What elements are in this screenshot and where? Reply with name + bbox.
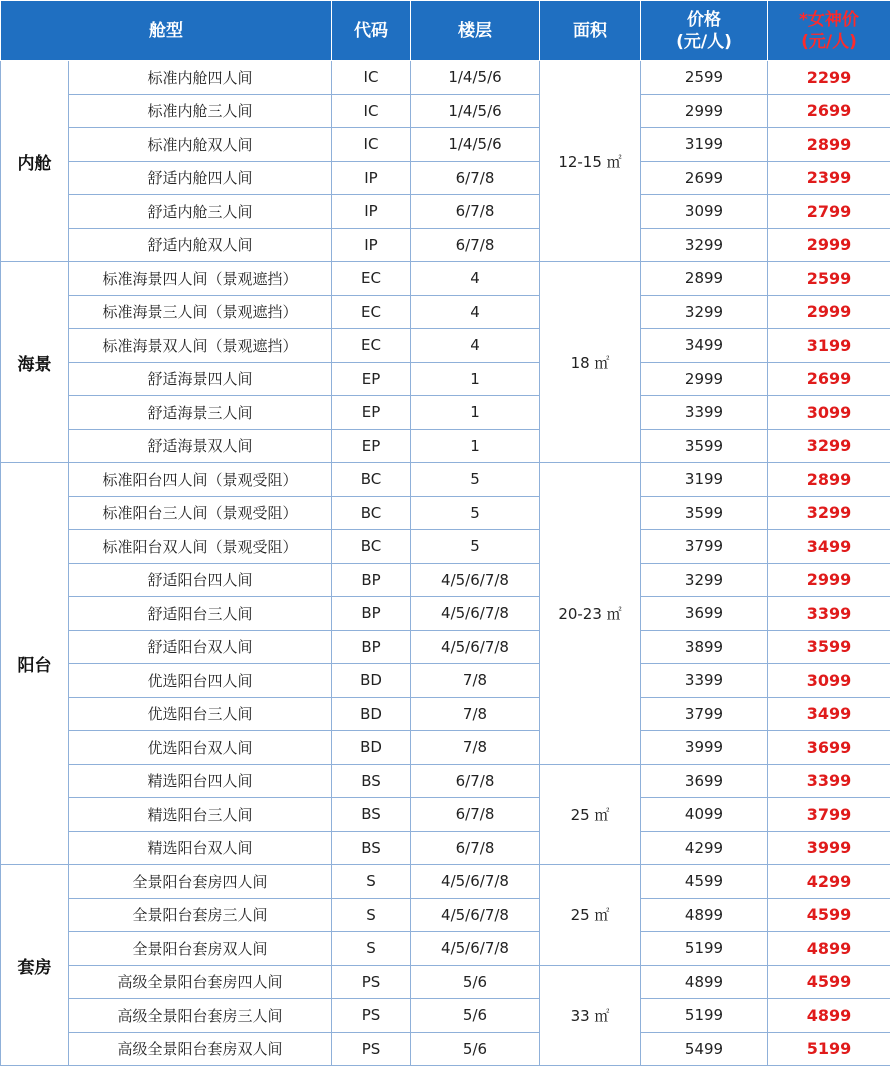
cabin-name-cell: 精选阳台三人间 bbox=[69, 798, 332, 832]
table-row bbox=[1, 329, 890, 363]
floor-cell: 6/7/8 bbox=[411, 161, 540, 195]
floor-cell: 1/4/5/6 bbox=[411, 94, 540, 128]
table-row bbox=[1, 563, 890, 597]
code-cell: S bbox=[332, 865, 411, 899]
code-cell: BD bbox=[332, 731, 411, 765]
price-cell: 3299 bbox=[641, 295, 768, 329]
code-cell: EP bbox=[332, 362, 411, 396]
female-price-cell: 5199 bbox=[768, 1032, 890, 1066]
female-price-cell: 4299 bbox=[768, 865, 890, 899]
floor-cell: 6/7/8 bbox=[411, 195, 540, 229]
female-price-cell: 4599 bbox=[768, 965, 890, 999]
floor-cell: 4/5/6/7/8 bbox=[411, 630, 540, 664]
price-cell: 3299 bbox=[641, 228, 768, 262]
price-cell: 4899 bbox=[641, 898, 768, 932]
code-cell: PS bbox=[332, 1032, 411, 1066]
female-price-cell: 2799 bbox=[768, 195, 890, 229]
code-cell: IC bbox=[332, 128, 411, 162]
table-row bbox=[1, 999, 890, 1033]
cabin-name-cell: 标准海景双人间（景观遮挡） bbox=[69, 329, 332, 363]
female-price-cell: 2899 bbox=[768, 128, 890, 162]
floor-cell: 4 bbox=[411, 329, 540, 363]
price-cell: 3599 bbox=[641, 496, 768, 530]
price-cell: 4099 bbox=[641, 798, 768, 832]
table-row bbox=[1, 831, 890, 865]
header-female-price-unit: (元/人) bbox=[801, 32, 857, 52]
floor-cell: 7/8 bbox=[411, 664, 540, 698]
code-cell: PS bbox=[332, 965, 411, 999]
table-row bbox=[1, 630, 890, 664]
floor-cell: 6/7/8 bbox=[411, 831, 540, 865]
code-cell: IC bbox=[332, 61, 411, 95]
price-cell: 3199 bbox=[641, 463, 768, 497]
table-body bbox=[1, 61, 890, 1066]
female-price-cell: 2399 bbox=[768, 161, 890, 195]
floor-cell: 6/7/8 bbox=[411, 798, 540, 832]
code-cell: EP bbox=[332, 396, 411, 430]
header-female-price-label: *女神价 bbox=[799, 10, 859, 30]
price-cell: 3499 bbox=[641, 329, 768, 363]
code-cell: BP bbox=[332, 597, 411, 631]
table-row bbox=[1, 764, 890, 798]
cabin-name-cell: 标准阳台三人间（景观受阻） bbox=[69, 496, 332, 530]
floor-cell: 1 bbox=[411, 362, 540, 396]
cabin-name-cell: 标准内舱四人间 bbox=[69, 61, 332, 95]
code-cell: BS bbox=[332, 798, 411, 832]
table-row bbox=[1, 94, 890, 128]
female-price-cell: 2999 bbox=[768, 295, 890, 329]
table-row bbox=[1, 362, 890, 396]
price-cell: 3099 bbox=[641, 195, 768, 229]
price-cell: 3999 bbox=[641, 731, 768, 765]
floor-cell: 1 bbox=[411, 396, 540, 430]
header-price-unit: (元/人) bbox=[676, 32, 732, 52]
female-price-cell: 3199 bbox=[768, 329, 890, 363]
table-row bbox=[1, 865, 890, 899]
female-price-cell: 3599 bbox=[768, 630, 890, 664]
category-cell: 内舱 bbox=[1, 61, 69, 262]
cabin-name-cell: 精选阳台双人间 bbox=[69, 831, 332, 865]
code-cell: S bbox=[332, 932, 411, 966]
code-cell: BP bbox=[332, 563, 411, 597]
price-cell: 3699 bbox=[641, 597, 768, 631]
price-cell: 4299 bbox=[641, 831, 768, 865]
female-price-cell: 2999 bbox=[768, 228, 890, 262]
floor-cell: 5 bbox=[411, 463, 540, 497]
female-price-cell: 3499 bbox=[768, 530, 890, 564]
cabin-name-cell: 标准海景三人间（景观遮挡） bbox=[69, 295, 332, 329]
price-cell: 3199 bbox=[641, 128, 768, 162]
female-price-cell: 3799 bbox=[768, 798, 890, 832]
floor-cell: 5/6 bbox=[411, 999, 540, 1033]
price-cell: 2699 bbox=[641, 161, 768, 195]
table-row bbox=[1, 664, 890, 698]
code-cell: IC bbox=[332, 94, 411, 128]
cabin-name-cell: 全景阳台套房四人间 bbox=[69, 865, 332, 899]
female-price-cell: 2599 bbox=[768, 262, 890, 296]
floor-cell: 7/8 bbox=[411, 697, 540, 731]
floor-cell: 5 bbox=[411, 530, 540, 564]
floor-cell: 6/7/8 bbox=[411, 764, 540, 798]
code-cell: S bbox=[332, 898, 411, 932]
table-row bbox=[1, 597, 890, 631]
price-cell: 3899 bbox=[641, 630, 768, 664]
cabin-name-cell: 标准内舱三人间 bbox=[69, 94, 332, 128]
table-row bbox=[1, 530, 890, 564]
price-cell: 3699 bbox=[641, 764, 768, 798]
header-price bbox=[641, 1, 768, 61]
code-cell: BS bbox=[332, 764, 411, 798]
female-price-cell: 3299 bbox=[768, 429, 890, 463]
cabin-name-cell: 优选阳台双人间 bbox=[69, 731, 332, 765]
price-cell: 3399 bbox=[641, 396, 768, 430]
price-cell: 3599 bbox=[641, 429, 768, 463]
female-price-cell: 4899 bbox=[768, 932, 890, 966]
header-price-label: 价格 bbox=[687, 10, 721, 30]
category-cell: 阳台 bbox=[1, 463, 69, 865]
table-row bbox=[1, 161, 890, 195]
table-row bbox=[1, 396, 890, 430]
female-price-cell: 3399 bbox=[768, 597, 890, 631]
floor-cell: 4 bbox=[411, 295, 540, 329]
price-cell: 3799 bbox=[641, 697, 768, 731]
table-row bbox=[1, 429, 890, 463]
cabin-name-cell: 全景阳台套房双人间 bbox=[69, 932, 332, 966]
header-area: 面积 bbox=[540, 1, 641, 61]
cabin-name-cell: 优选阳台四人间 bbox=[69, 664, 332, 698]
floor-cell: 4/5/6/7/8 bbox=[411, 865, 540, 899]
cabin-name-cell: 标准阳台双人间（景观受阻） bbox=[69, 530, 332, 564]
area-cell: 20-23 ㎡ bbox=[540, 463, 641, 765]
code-cell: EC bbox=[332, 262, 411, 296]
table-row bbox=[1, 195, 890, 229]
price-cell: 2899 bbox=[641, 262, 768, 296]
cabin-name-cell: 舒适阳台双人间 bbox=[69, 630, 332, 664]
cabin-name-cell: 舒适内舱双人间 bbox=[69, 228, 332, 262]
female-price-cell: 3099 bbox=[768, 396, 890, 430]
price-cell: 5199 bbox=[641, 932, 768, 966]
code-cell: BP bbox=[332, 630, 411, 664]
female-price-cell: 2699 bbox=[768, 94, 890, 128]
floor-cell: 4 bbox=[411, 262, 540, 296]
floor-cell: 5 bbox=[411, 496, 540, 530]
price-cell: 2999 bbox=[641, 94, 768, 128]
female-price-cell: 3999 bbox=[768, 831, 890, 865]
code-cell: EP bbox=[332, 429, 411, 463]
code-cell: BD bbox=[332, 697, 411, 731]
table-row bbox=[1, 965, 890, 999]
price-cell: 4899 bbox=[641, 965, 768, 999]
area-cell: 18 ㎡ bbox=[540, 262, 641, 463]
female-price-cell: 4899 bbox=[768, 999, 890, 1033]
cabin-name-cell: 标准海景四人间（景观遮挡） bbox=[69, 262, 332, 296]
cabin-name-cell: 舒适内舱三人间 bbox=[69, 195, 332, 229]
female-price-cell: 3499 bbox=[768, 697, 890, 731]
price-cell: 3399 bbox=[641, 664, 768, 698]
floor-cell: 4/5/6/7/8 bbox=[411, 563, 540, 597]
table-row bbox=[1, 463, 890, 497]
floor-cell: 1 bbox=[411, 429, 540, 463]
female-price-cell: 2999 bbox=[768, 563, 890, 597]
area-cell: 25 ㎡ bbox=[540, 764, 641, 865]
code-cell: BS bbox=[332, 831, 411, 865]
table-row bbox=[1, 295, 890, 329]
table-row bbox=[1, 228, 890, 262]
header-female-price bbox=[768, 1, 890, 61]
cabin-name-cell: 高级全景阳台套房双人间 bbox=[69, 1032, 332, 1066]
area-cell: 33 ㎡ bbox=[540, 965, 641, 1066]
category-cell: 套房 bbox=[1, 865, 69, 1066]
table-row bbox=[1, 262, 890, 296]
cabin-name-cell: 舒适海景四人间 bbox=[69, 362, 332, 396]
cabin-name-cell: 舒适海景双人间 bbox=[69, 429, 332, 463]
header-row bbox=[1, 1, 890, 61]
floor-cell: 6/7/8 bbox=[411, 228, 540, 262]
code-cell: BD bbox=[332, 664, 411, 698]
floor-cell: 1/4/5/6 bbox=[411, 128, 540, 162]
female-price-cell: 3399 bbox=[768, 764, 890, 798]
price-cell: 3799 bbox=[641, 530, 768, 564]
female-price-cell: 4599 bbox=[768, 898, 890, 932]
table-row bbox=[1, 1032, 890, 1066]
header-code: 代码 bbox=[332, 1, 411, 61]
table-row bbox=[1, 128, 890, 162]
cabin-name-cell: 高级全景阳台套房三人间 bbox=[69, 999, 332, 1033]
floor-cell: 4/5/6/7/8 bbox=[411, 898, 540, 932]
cabin-name-cell: 优选阳台三人间 bbox=[69, 697, 332, 731]
floor-cell: 7/8 bbox=[411, 731, 540, 765]
price-cell: 4599 bbox=[641, 865, 768, 899]
cabin-name-cell: 舒适阳台四人间 bbox=[69, 563, 332, 597]
table-row bbox=[1, 932, 890, 966]
header-cabin-type: 舱型 bbox=[1, 1, 332, 61]
code-cell: IP bbox=[332, 195, 411, 229]
cabin-name-cell: 精选阳台四人间 bbox=[69, 764, 332, 798]
floor-cell: 4/5/6/7/8 bbox=[411, 932, 540, 966]
cabin-name-cell: 舒适内舱四人间 bbox=[69, 161, 332, 195]
table-row bbox=[1, 697, 890, 731]
code-cell: IP bbox=[332, 161, 411, 195]
code-cell: BC bbox=[332, 463, 411, 497]
cabin-name-cell: 高级全景阳台套房四人间 bbox=[69, 965, 332, 999]
code-cell: BC bbox=[332, 496, 411, 530]
table-row bbox=[1, 798, 890, 832]
area-cell: 12-15 ㎡ bbox=[540, 61, 641, 262]
female-price-cell: 2699 bbox=[768, 362, 890, 396]
floor-cell: 4/5/6/7/8 bbox=[411, 597, 540, 631]
table-row bbox=[1, 731, 890, 765]
cabin-name-cell: 标准内舱双人间 bbox=[69, 128, 332, 162]
floor-cell: 1/4/5/6 bbox=[411, 61, 540, 95]
price-cell: 5499 bbox=[641, 1032, 768, 1066]
female-price-cell: 2899 bbox=[768, 463, 890, 497]
cabin-name-cell: 舒适海景三人间 bbox=[69, 396, 332, 430]
code-cell: PS bbox=[332, 999, 411, 1033]
price-cell: 2999 bbox=[641, 362, 768, 396]
code-cell: EC bbox=[332, 295, 411, 329]
code-cell: IP bbox=[332, 228, 411, 262]
female-price-cell: 3099 bbox=[768, 664, 890, 698]
floor-cell: 5/6 bbox=[411, 1032, 540, 1066]
cabin-name-cell: 全景阳台套房三人间 bbox=[69, 898, 332, 932]
table-row bbox=[1, 496, 890, 530]
cabin-name-cell: 舒适阳台三人间 bbox=[69, 597, 332, 631]
female-price-cell: 3299 bbox=[768, 496, 890, 530]
table-row bbox=[1, 898, 890, 932]
code-cell: EC bbox=[332, 329, 411, 363]
price-cell: 2599 bbox=[641, 61, 768, 95]
cabin-name-cell: 标准阳台四人间（景观受阻） bbox=[69, 463, 332, 497]
area-cell: 25 ㎡ bbox=[540, 865, 641, 966]
header-floor: 楼层 bbox=[411, 1, 540, 61]
category-cell: 海景 bbox=[1, 262, 69, 463]
price-cell: 5199 bbox=[641, 999, 768, 1033]
table-row bbox=[1, 61, 890, 95]
female-price-cell: 2299 bbox=[768, 61, 890, 95]
price-cell: 3299 bbox=[641, 563, 768, 597]
code-cell: BC bbox=[332, 530, 411, 564]
floor-cell: 5/6 bbox=[411, 965, 540, 999]
female-price-cell: 3699 bbox=[768, 731, 890, 765]
